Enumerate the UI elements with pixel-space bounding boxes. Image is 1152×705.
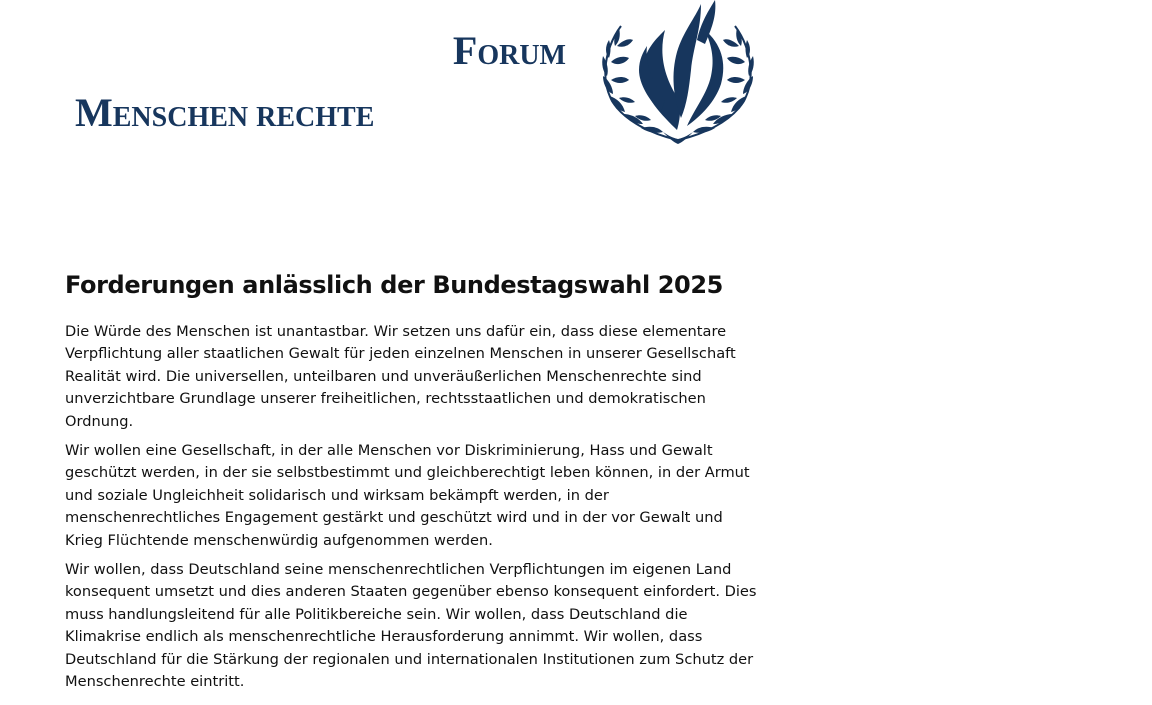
paragraph-3: Wir wollen, dass Deutschland seine menschenrechtlichen Verpflichtungen im eigenen Land konsequent umsetzt und dies anderen Staaten gegenüber ebenso konsequent einfordert. Dies muss handlungsleitend für alle Politikbereiche sein. Wir wollen, dass Deutschland die Klimakrise endlich als menschenrechtliche Herausforderung annimmt. Wir wollen, dass Deutschland für die Stärkung der regionalen und internationalen Institutionen zum Schutz der Menschenrechte eintritt. — [65, 561, 757, 691]
logo-word-menschen: Menschen — [75, 90, 249, 135]
logo-word-menschenrechte — [75, 83, 374, 143]
document-heading: Forderungen anlässlich der Bundestagswahl 2025 — [65, 271, 723, 299]
paragraph-2: Wir wollen eine Gesellschaft, in der alle Menschen vor Diskriminierung, Hass und Gewalt geschützt werden, in der sie selbstbestimmt und gleichberechtigt leben können, in der Armut und soziale Ungleichheit solidarisch und wirksam bekämpft werden, in der menschenrechtliches Engagement gestärkt und geschützt wird und in der vor Gewalt und Krieg Flüchtende menschenwürdig aufgenommen werden. — [65, 442, 750, 549]
flame-laurel-wreath-icon — [597, 0, 759, 146]
logo-word-forum: Forum — [452, 28, 566, 73]
document-body — [65, 266, 765, 701]
paragraph-1: Die Würde des Menschen ist unantastbar. Wir setzen uns dafür ein, dass diese elementare Verpflichtung aller staatlichen Gewalt für jeden einzelnen Menschen in unserer Gesellschaft Realität wird. Die universellen, unteilbaren und unveräußerlichen Menschenrechte sind unverzichtbare Grundlage unserer freiheitlichen, rechtsstaatlichen und demokratischen Ordnung. — [65, 323, 736, 430]
logo-word-rechte: rechte — [256, 90, 375, 135]
